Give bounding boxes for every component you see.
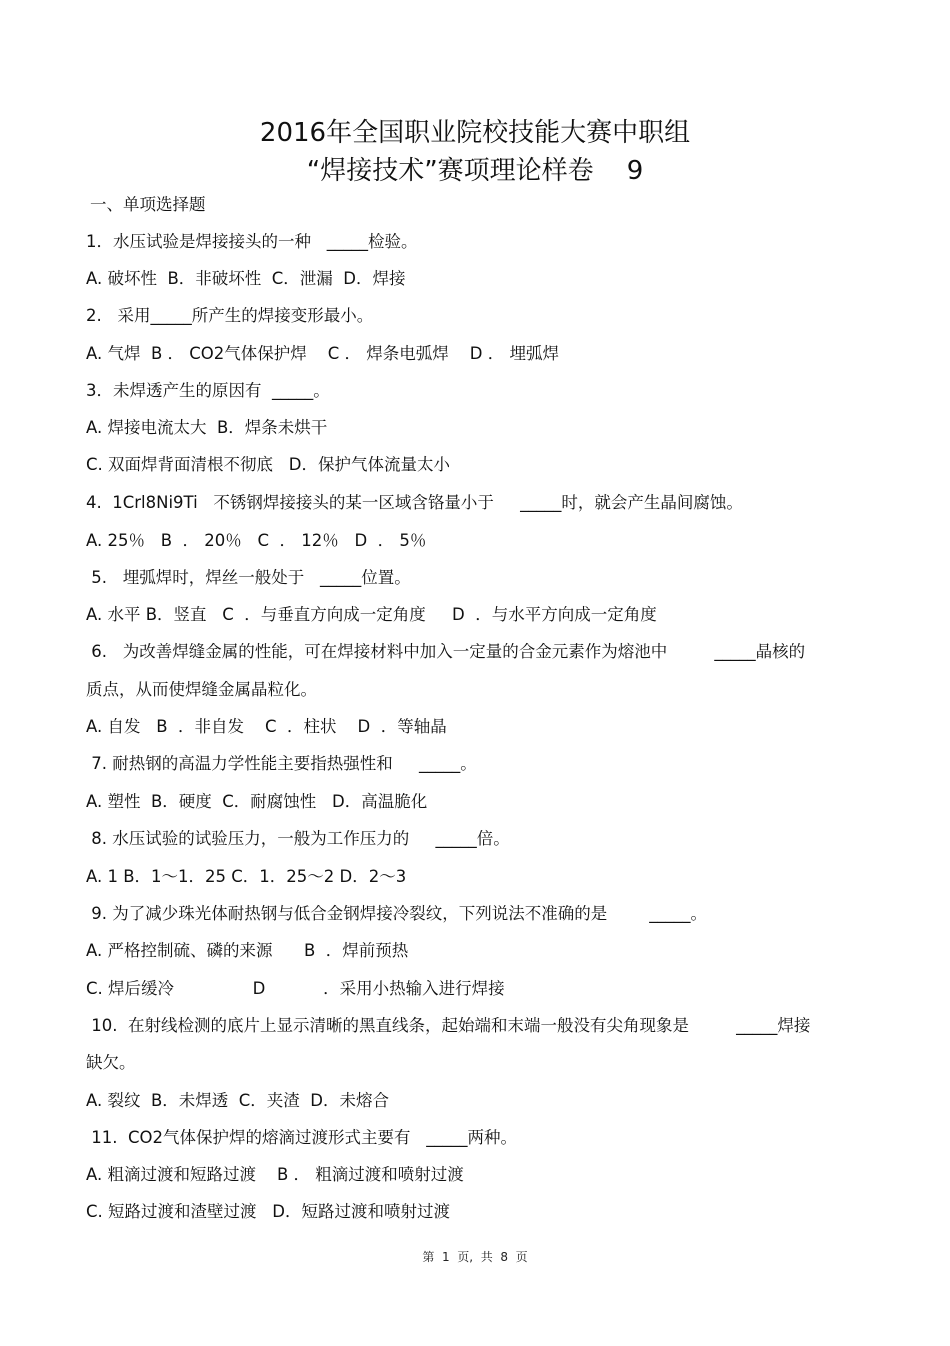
page-footer: 第 1 页, 共 8 页 (422, 1250, 528, 1264)
question-7: 7. 耐热钢的高温力学性能主要指热强性和 _____。 (86, 754, 477, 773)
question-3-options-cd: C. 双面焊背面清根不彻底 D．保护气体流量太小 (86, 455, 450, 474)
question-6-cont: 质点，从而使焊缝金属晶粒化。 (86, 680, 317, 699)
question-5: 5. 埋弧焊时，焊丝一般处于 _____位置。 (86, 568, 411, 587)
question-8-options: A. 1 B．1～1．25 C．1．25～2 D．2～3 (86, 867, 407, 886)
question-11-options-cd: C. 短路过渡和渣壁过渡 D．短路过渡和喷射过渡 (86, 1202, 450, 1221)
question-9: 9. 为了减少珠光体耐热钢与低合金钢焊接冷裂纹，下列说法不准确的是 _____。 (86, 904, 707, 923)
question-10-options: A. 裂纹 B．未焊透 C．夹渣 D．未熔合 (86, 1091, 390, 1110)
question-2: 2. 采用_____所产生的焊接变形最小。 (86, 306, 374, 325)
question-3: 3．未焊透产生的原因有 _____。 (86, 381, 330, 400)
exam-title-line2: “焊接技术”赛项理论样卷 9 (306, 156, 644, 186)
question-5-options: A. 水平 B．竖直 C ．与垂直方向成一定角度 D ．与水平方向成一定角度 (86, 605, 657, 624)
exam-title-line1: 2016年全国职业院校技能大赛中职组 (259, 118, 691, 148)
question-10: 10. 在射线检测的底片上显示清晰的黑直线条，起始端和末端一般没有尖角现象是 _____焊接 (86, 1016, 811, 1035)
question-9-options-cd: C. 焊后缓冷 D ．采用小热输入进行焊接 (86, 979, 505, 998)
question-4-options: A. 25％ B ． 20％ C ． 12％ D ． 5％ (86, 531, 427, 550)
section-heading: 一、单项选择题 (90, 195, 206, 214)
question-11-options-ab: A. 粗滴过渡和短路过渡 B ． 粗滴过渡和喷射过渡 (86, 1165, 464, 1184)
question-2-options: A. 气焊 B ． CO2气体保护焊 C ． 焊条电弧焊 D ． 埋弧焊 (86, 344, 559, 363)
question-9-options-ab: A. 严格控制硫、磷的来源 B ．焊前预热 (86, 941, 409, 960)
question-1: 1．水压试验是焊接接头的一种 _____检验。 (86, 232, 418, 251)
question-1-options: A. 破坏性 B．非破坏性 C．泄漏 D．焊接 (86, 269, 406, 288)
question-11: 11. CO2气体保护焊的熔滴过渡形式主要有 _____两种。 (86, 1128, 517, 1147)
question-3-options-ab: A. 焊接电流太大 B．焊条未烘干 (86, 418, 328, 437)
question-8: 8. 水压试验的试验压力，一般为工作压力的 _____倍。 (86, 829, 510, 848)
question-10-cont: 缺欠。 (86, 1053, 136, 1072)
question-6-options: A. 自发 B ．非自发 C ．柱状 D ．等轴晶 (86, 717, 447, 736)
question-4: 4. 1Crl8Ni9Ti 不锈钢焊接接头的某一区域含铬量小于 _____时，就会产生晶间腐蚀。 (86, 493, 743, 512)
question-6: 6. 为改善焊缝金属的性能，可在焊接材料中加入一定量的合金元素作为熔池中 _____晶核的 (86, 642, 806, 661)
question-7-options: A. 塑性 B．硬度 C．耐腐蚀性 D．高温脆化 (86, 792, 428, 811)
